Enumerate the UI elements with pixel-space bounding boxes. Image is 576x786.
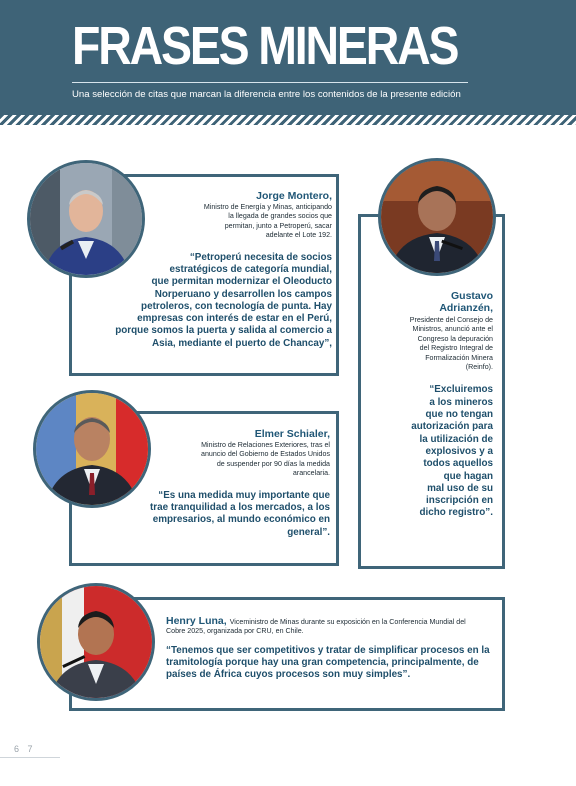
speaker-role: Presidente del Consejo de Ministros, anunció ante el Congreso la depuración del Registro Integral de Formalización Minera (Reinfo). — [409, 316, 493, 372]
page-subtitle: Una selección de citas que marcan la diferencia entre los contenidos de la presente edición — [72, 89, 461, 100]
header-banner — [0, 0, 576, 118]
portrait-montero — [27, 160, 145, 278]
portrait-luna — [37, 583, 155, 701]
speaker-name: Henry Luna, — [166, 615, 227, 627]
quote-content-luna — [166, 615, 496, 682]
portrait-schialer — [33, 390, 151, 508]
quote-text: “Petroperú necesita de socios estratégicos de categoría mundial, que permitan modernizar el Oleoducto Norperuano y desarrollen los campos petroleros, con tecnología de punta. Hay empresas con interés de estar en el Perú, porque somos la puerta y salida al comercio a Asia, mediante el puerto de Chancay”, — [115, 251, 332, 349]
hatched-divider — [0, 115, 576, 125]
page-numbers: 6 7 — [14, 744, 36, 754]
quote-content-adrianzen — [368, 290, 493, 520]
quote-content-schialer — [120, 428, 330, 539]
speaker-role-continued: Cobre 2025, organizada por CRU, en Chile. — [166, 627, 304, 636]
speaker-role: Ministro de Energía y Minas, anticipando la llegada de grandes socios que permitan, junto a Petroperú, sacar adelante el Lote 192. — [203, 203, 332, 240]
speaker-name: Gustavo Adrianzén, — [439, 290, 493, 314]
footer-rule — [0, 757, 60, 758]
title-underline — [72, 82, 468, 83]
portrait-adrianzen — [378, 158, 496, 276]
speaker-role: Ministro de Relaciones Exteriores, tras el anuncio del Gobierno de Estados Unidos de suspender por 90 días la medida arancelaria. — [201, 441, 330, 478]
quote-text: “Tenemos que ser competitivos y tratar de simplificar procesos en la tramitología porque hay una gran competencia, principalmente, de países de África cuyos procesos son muy simples”. — [166, 644, 490, 681]
page-title: FRASES MINERAS — [72, 16, 458, 76]
speaker-name: Jorge Montero, — [256, 190, 332, 202]
speaker-role: Henry Luna, Viceministro de Minas durante su exposición en la Conferencia Mundial del — [166, 615, 466, 627]
speaker-name: Elmer Schialer, — [254, 428, 330, 440]
quote-text: “Excluiremos a los mineros que no tengan autorización para la utilización de explosivos y a todos aquellos que hagan mal uso de su inscripción en dicho registro”. — [411, 384, 493, 519]
quote-text: “Es una medida muy importante que trae tranquilidad a los mercados, a los empresarios, al mundo económico en general”. — [149, 489, 330, 538]
